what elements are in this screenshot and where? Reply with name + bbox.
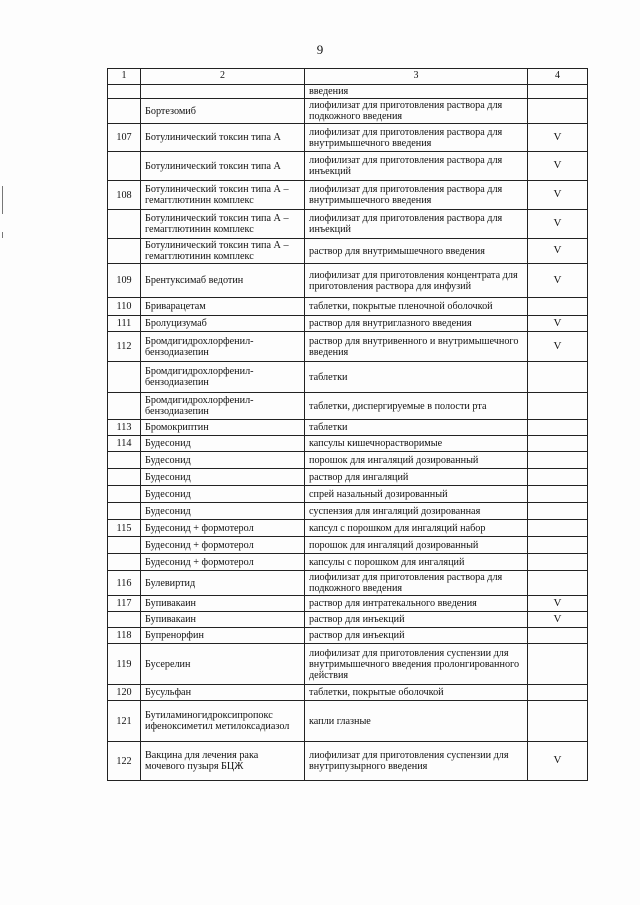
v-mark: V <box>528 596 588 612</box>
dosage-form: раствор для внутриглазного введения <box>305 316 528 332</box>
drug-name: Будесонид + формотерол <box>141 537 305 554</box>
drug-name: Будесонид + формотерол <box>141 554 305 571</box>
table-row <box>108 685 588 701</box>
dosage-form: капсул с порошком для ингаляций набор <box>305 520 528 537</box>
row-number: 115 <box>108 520 141 537</box>
drug-name: Брентуксимаб ведотин <box>141 264 305 298</box>
v-mark <box>528 520 588 537</box>
drug-name: Будесонид <box>141 436 305 452</box>
drug-name: Бромокриптин <box>141 420 305 436</box>
table-row <box>108 420 588 436</box>
row-number <box>108 452 141 469</box>
dosage-form: спрей назальный дозированный <box>305 486 528 503</box>
drug-name: Ботулинический токсин типа А – гемагглютинин комплекс <box>141 239 305 264</box>
row-number <box>108 537 141 554</box>
table-header-row <box>108 69 588 85</box>
drug-name: Бупивакаин <box>141 612 305 628</box>
column-header: 2 <box>141 69 305 85</box>
table-row <box>108 537 588 554</box>
dosage-form: капсулы с порошком для ингаляций <box>305 554 528 571</box>
dosage-form: таблетки, покрытые пленочной оболочкой <box>305 298 528 316</box>
v-mark <box>528 298 588 316</box>
dosage-form: таблетки, покрытые оболочкой <box>305 685 528 701</box>
v-mark: V <box>528 264 588 298</box>
row-number <box>108 99 141 124</box>
v-mark <box>528 486 588 503</box>
drug-name: Бриварацетам <box>141 298 305 316</box>
dosage-form: раствор для внутривенного и внутримышечного введения <box>305 332 528 362</box>
dosage-form: таблетки <box>305 362 528 393</box>
drug-name: Бупивакаин <box>141 596 305 612</box>
row-number: 113 <box>108 420 141 436</box>
row-number: 121 <box>108 701 141 742</box>
table-row <box>108 99 588 124</box>
table-row <box>108 393 588 420</box>
table-row <box>108 520 588 537</box>
drug-name: Будесонид + формотерол <box>141 520 305 537</box>
drug-name: Бусульфан <box>141 685 305 701</box>
row-number <box>108 210 141 239</box>
drug-name: Бромдигидрохлорфенил-бензодиазепин <box>141 393 305 420</box>
row-number: 107 <box>108 124 141 152</box>
dosage-form: таблетки, диспергируемые в полости рта <box>305 393 528 420</box>
dosage-form: лиофилизат для приготовления концентрата для приготовления раствора для инфузий <box>305 264 528 298</box>
v-mark <box>528 393 588 420</box>
v-mark: V <box>528 316 588 332</box>
row-number: 110 <box>108 298 141 316</box>
row-number <box>108 239 141 264</box>
row-number <box>108 469 141 486</box>
v-mark <box>528 436 588 452</box>
table-row <box>108 701 588 742</box>
margin-mark <box>2 186 3 214</box>
drug-name: Ботулинический токсин типа А <box>141 152 305 181</box>
dosage-form: лиофилизат для приготовления раствора для инъекций <box>305 210 528 239</box>
row-number: 114 <box>108 436 141 452</box>
table-row <box>108 503 588 520</box>
dosage-form: раствор для внутримышечного введения <box>305 239 528 264</box>
drug-name <box>141 85 305 99</box>
row-number: 112 <box>108 332 141 362</box>
row-number <box>108 486 141 503</box>
row-number: 120 <box>108 685 141 701</box>
dosage-form: порошок для ингаляций дозированный <box>305 452 528 469</box>
v-mark <box>528 452 588 469</box>
v-mark: V <box>528 181 588 210</box>
drug-name: Будесонид <box>141 452 305 469</box>
v-mark: V <box>528 332 588 362</box>
table-row <box>108 210 588 239</box>
v-mark: V <box>528 742 588 781</box>
table-row <box>108 452 588 469</box>
table-row <box>108 85 588 99</box>
v-mark <box>528 362 588 393</box>
drug-name: Ботулинический токсин типа А – гемагглютинин комплекс <box>141 210 305 239</box>
row-number: 118 <box>108 628 141 644</box>
column-header: 1 <box>108 69 141 85</box>
row-number: 117 <box>108 596 141 612</box>
row-number <box>108 152 141 181</box>
row-number <box>108 503 141 520</box>
row-number <box>108 612 141 628</box>
margin-mark <box>2 232 3 238</box>
dosage-form: раствор для ингаляций <box>305 469 528 486</box>
dosage-form: капли глазные <box>305 701 528 742</box>
drug-name: Булевиртид <box>141 571 305 596</box>
row-number <box>108 393 141 420</box>
v-mark <box>528 701 588 742</box>
table-row <box>108 316 588 332</box>
v-mark <box>528 644 588 685</box>
table-row <box>108 644 588 685</box>
drug-name: Будесонид <box>141 486 305 503</box>
drug-name: Бусерелин <box>141 644 305 685</box>
table-row <box>108 571 588 596</box>
table-row <box>108 596 588 612</box>
table-row <box>108 362 588 393</box>
drug-name: Будесонид <box>141 503 305 520</box>
row-number: 111 <box>108 316 141 332</box>
table-row <box>108 612 588 628</box>
drug-name: Будесонид <box>141 469 305 486</box>
table-row <box>108 124 588 152</box>
drug-name: Бромдигидрохлорфенил-бензодиазепин <box>141 362 305 393</box>
table-row <box>108 239 588 264</box>
dosage-form: раствор для инъекций <box>305 628 528 644</box>
dosage-form: лиофилизат для приготовления раствора для внутримышечного введения <box>305 181 528 210</box>
dosage-form: суспензия для ингаляций дозированная <box>305 503 528 520</box>
dosage-form: раствор для инъекций <box>305 612 528 628</box>
dosage-form: лиофилизат для приготовления раствора для подкожного введения <box>305 99 528 124</box>
drug-name: Бупренорфин <box>141 628 305 644</box>
v-mark: V <box>528 210 588 239</box>
row-number: 122 <box>108 742 141 781</box>
dosage-form: порошок для ингаляций дозированный <box>305 537 528 554</box>
row-number <box>108 85 141 99</box>
table-row <box>108 152 588 181</box>
drug-name: Бромдигидрохлорфенил-бензодиазепин <box>141 332 305 362</box>
table-body <box>108 85 588 781</box>
drug-name: Ботулинический токсин типа А <box>141 124 305 152</box>
row-number: 109 <box>108 264 141 298</box>
page-number: 9 <box>316 42 324 57</box>
dosage-form: капсулы кишечнорастворимые <box>305 436 528 452</box>
row-number: 119 <box>108 644 141 685</box>
dosage-form: лиофилизат для приготовления суспензии для внутрипузырного введения <box>305 742 528 781</box>
dosage-form: введения <box>305 85 528 99</box>
table-row <box>108 486 588 503</box>
table-row <box>108 264 588 298</box>
dosage-form: раствор для интратекального введения <box>305 596 528 612</box>
v-mark <box>528 537 588 554</box>
drug-name: Ботулинический токсин типа А – гемагглютинин комплекс <box>141 181 305 210</box>
v-mark <box>528 685 588 701</box>
drug-table <box>107 68 588 781</box>
v-mark <box>528 99 588 124</box>
v-mark: V <box>528 612 588 628</box>
drug-name: Бролуцизумаб <box>141 316 305 332</box>
v-mark <box>528 420 588 436</box>
table-row <box>108 332 588 362</box>
drug-name: Бутиламиногидроксипропокс ифеноксиметил метилоксадиазол <box>141 701 305 742</box>
v-mark <box>528 85 588 99</box>
row-number <box>108 362 141 393</box>
v-mark <box>528 503 588 520</box>
v-mark: V <box>528 239 588 264</box>
table-row <box>108 181 588 210</box>
table-row <box>108 628 588 644</box>
table-row <box>108 436 588 452</box>
dosage-form: лиофилизат для приготовления раствора для внутримышечного введения <box>305 124 528 152</box>
dosage-form: лиофилизат для приготовления раствора для инъекций <box>305 152 528 181</box>
row-number: 108 <box>108 181 141 210</box>
table-row <box>108 469 588 486</box>
drug-name: Вакцина для лечения рака мочевого пузыря БЦЖ <box>141 742 305 781</box>
table-row <box>108 298 588 316</box>
dosage-form: лиофилизат для приготовления суспензии для внутримышечного введения пролонгированного действия <box>305 644 528 685</box>
dosage-form: лиофилизат для приготовления раствора для подкожного введения <box>305 571 528 596</box>
row-number: 116 <box>108 571 141 596</box>
table-row <box>108 742 588 781</box>
column-header: 3 <box>305 69 528 85</box>
v-mark: V <box>528 124 588 152</box>
v-mark <box>528 554 588 571</box>
column-header: 4 <box>528 69 588 85</box>
v-mark <box>528 571 588 596</box>
row-number <box>108 554 141 571</box>
v-mark <box>528 469 588 486</box>
drug-name: Бортезомиб <box>141 99 305 124</box>
v-mark <box>528 628 588 644</box>
v-mark: V <box>528 152 588 181</box>
dosage-form: таблетки <box>305 420 528 436</box>
table-row <box>108 554 588 571</box>
